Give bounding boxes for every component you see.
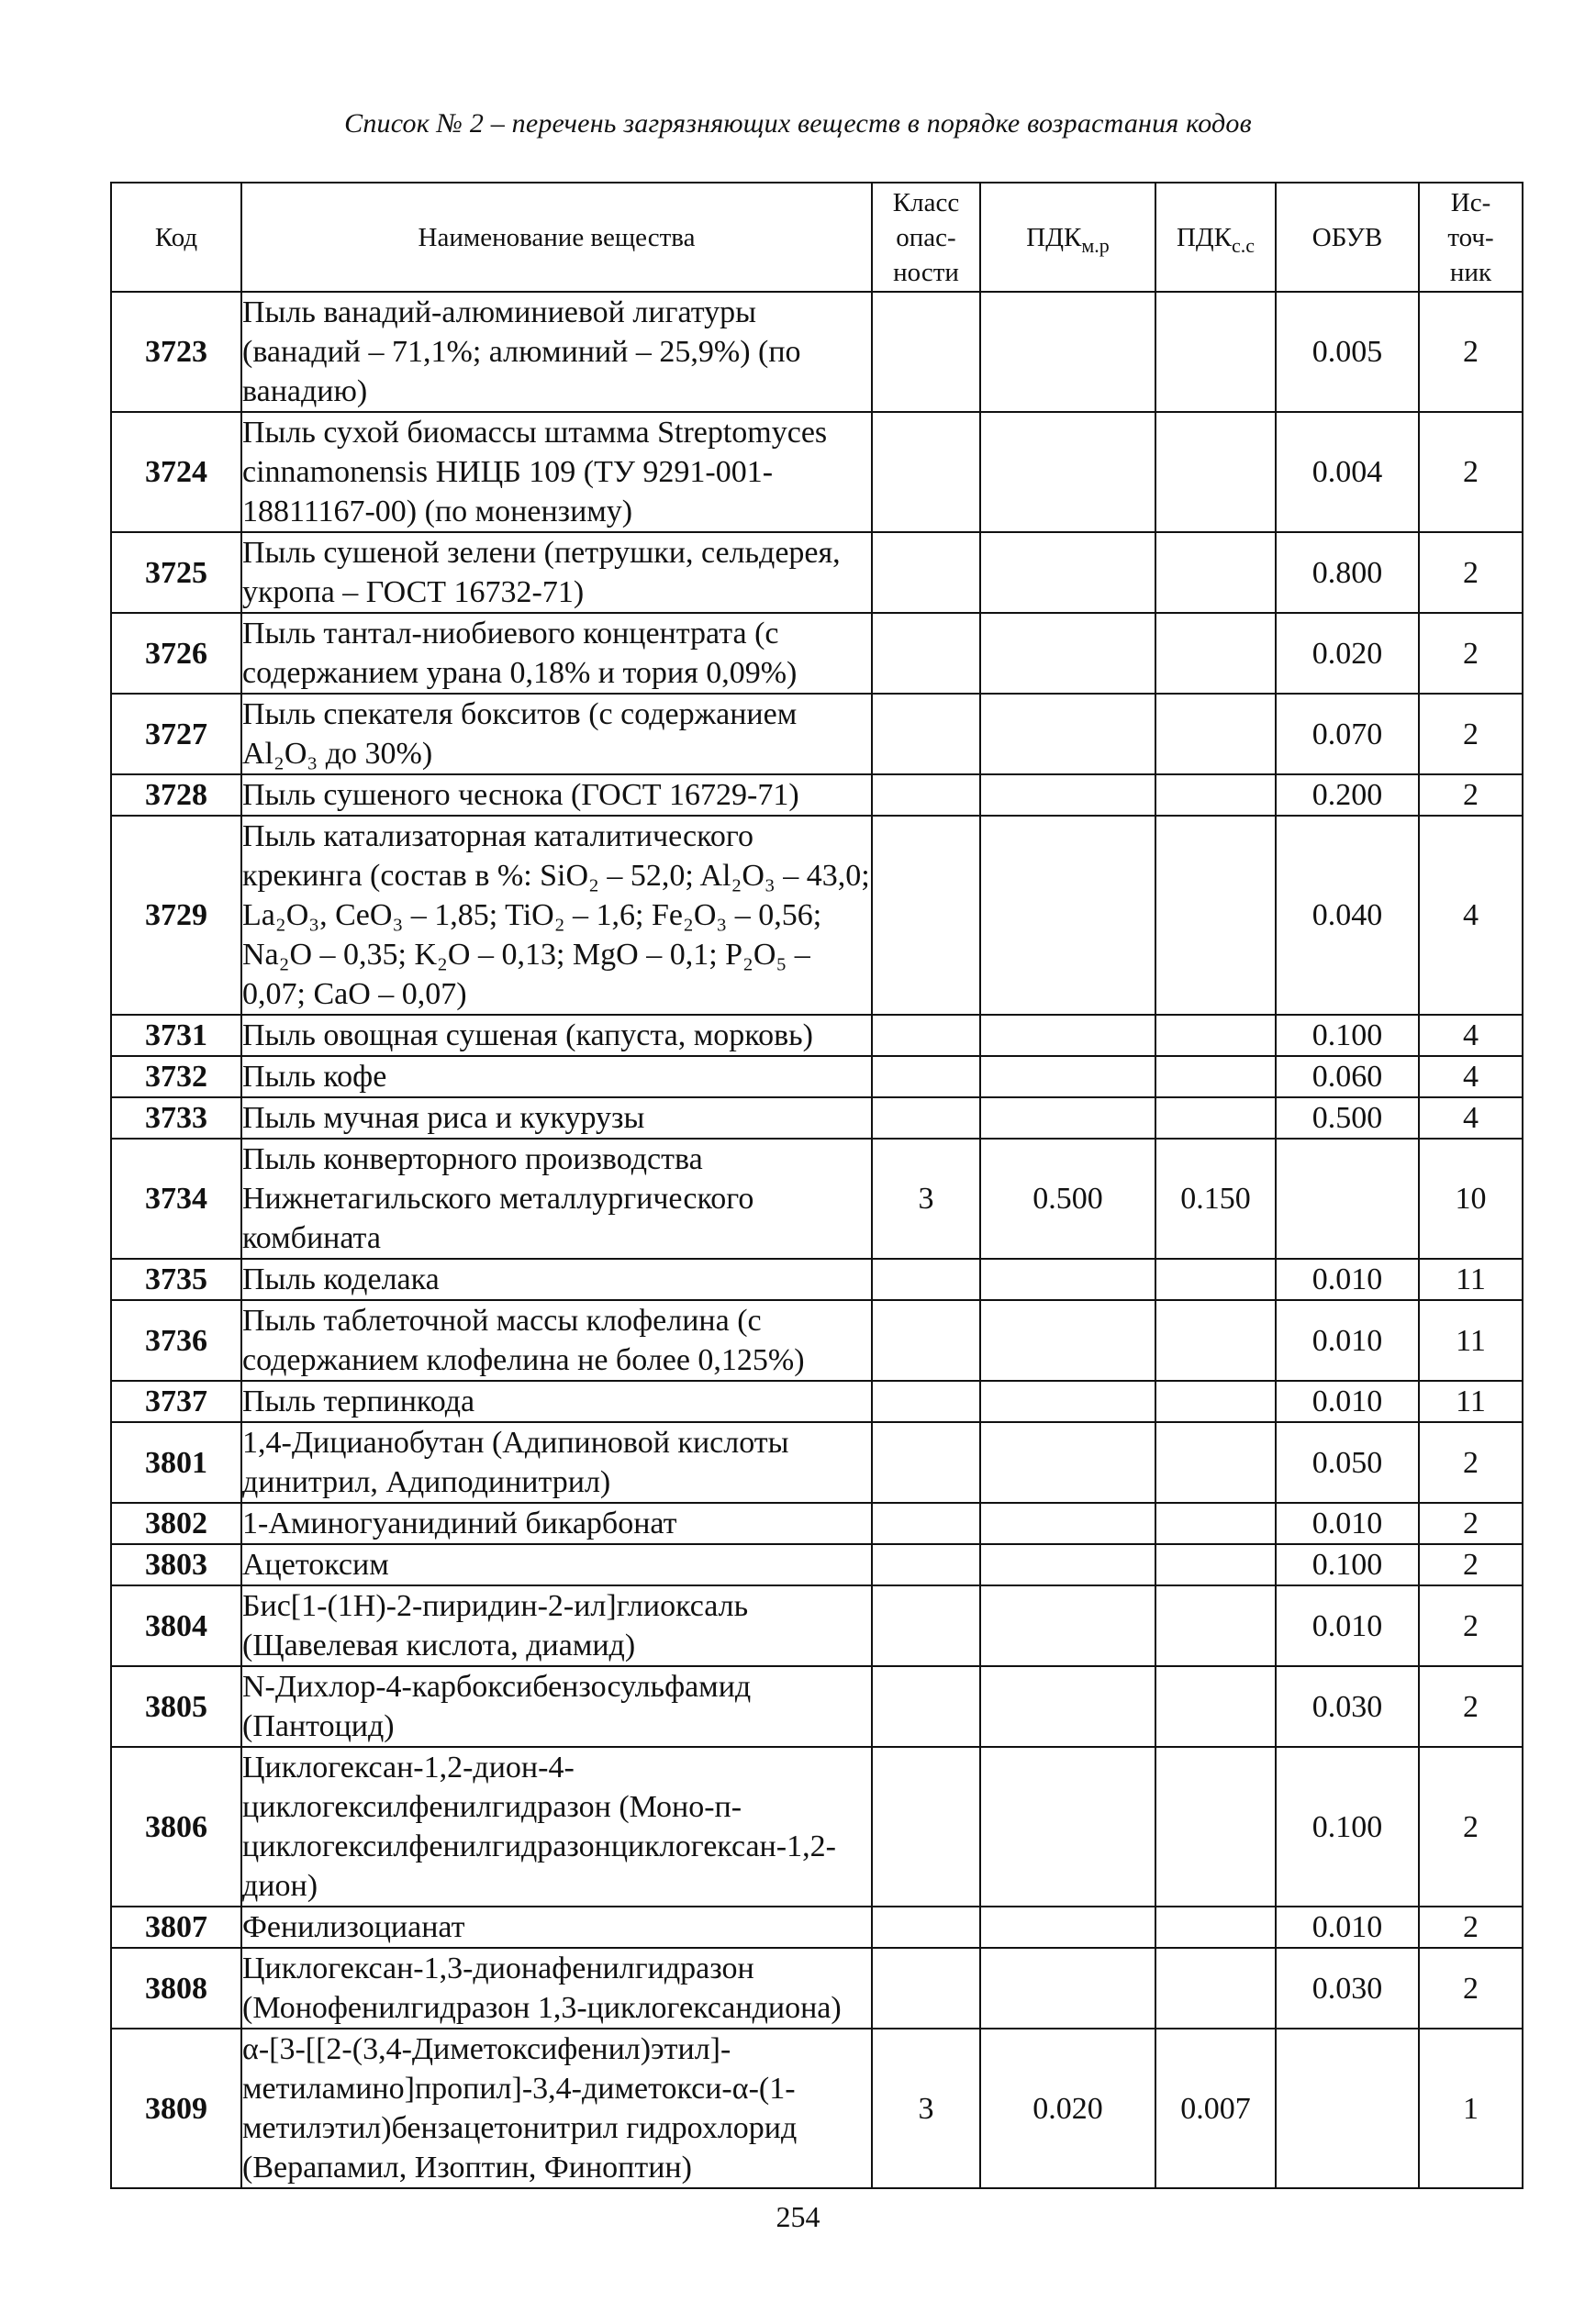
page-number: 254 <box>776 2200 820 2233</box>
pdk-ss-cell <box>1155 613 1276 694</box>
obuv-cell: 0.100 <box>1276 1747 1419 1907</box>
hazard-class-cell <box>872 816 980 1015</box>
source-cell: 11 <box>1419 1259 1523 1300</box>
pdk-mr-cell: 0.020 <box>980 2029 1155 2188</box>
source-cell: 2 <box>1419 1948 1523 2029</box>
name-cell: Бис[1-(1Н)-2-пиридин-2-ил]глиоксаль (Щавелевая кислота, диамид) <box>241 1585 872 1666</box>
pdk-ss-cell <box>1155 1422 1276 1503</box>
name-cell: Пыль коделака <box>241 1259 872 1300</box>
hazard-class-cell <box>872 532 980 613</box>
table-row <box>111 1747 1523 1907</box>
code-cell: 3728 <box>111 774 241 816</box>
obuv-cell: 0.005 <box>1276 292 1419 412</box>
source-cell: 4 <box>1419 1097 1523 1139</box>
source-cell: 2 <box>1419 694 1523 774</box>
hazard-class-cell <box>872 1056 980 1097</box>
source-cell: 2 <box>1419 613 1523 694</box>
source-cell: 4 <box>1419 816 1523 1015</box>
hazard-class-cell <box>872 1300 980 1381</box>
hazard-class-cell <box>872 1422 980 1503</box>
pdk-ss-cell <box>1155 1503 1276 1544</box>
source-cell: 4 <box>1419 1056 1523 1097</box>
table-row <box>111 412 1523 532</box>
name-cell: Фенилизоцианат <box>241 1907 872 1948</box>
table-row <box>111 613 1523 694</box>
name-cell: Пыль ванадий-алюминиевой лигатуры (ванадий – 71,1%; алюминий – 25,9%) (по ванадию) <box>241 292 872 412</box>
obuv-cell: 0.800 <box>1276 532 1419 613</box>
code-cell: 3729 <box>111 816 241 1015</box>
code-cell: 3732 <box>111 1056 241 1097</box>
source-cell: 2 <box>1419 1907 1523 1948</box>
code-cell: 3726 <box>111 613 241 694</box>
source-cell: 2 <box>1419 1544 1523 1585</box>
name-cell: 1,4-Дицианобутан (Адипиновой кислоты динитрил, Адиподинитрил) <box>241 1422 872 1503</box>
code-cell: 3801 <box>111 1422 241 1503</box>
obuv-cell <box>1276 1139 1419 1259</box>
name-cell: N-Дихлор-4-карбоксибензосульфамид (Пантоцид) <box>241 1666 872 1747</box>
header-pdk-ss: $ПДК_{с.с}$ <box>1155 183 1276 292</box>
table-header-row <box>111 183 1523 292</box>
pdk-mr-cell <box>980 412 1155 532</box>
pdk-ss-cell: 0.150 <box>1155 1139 1276 1259</box>
pdk-ss-cell <box>1155 1948 1276 2029</box>
pdk-ss-cell <box>1155 694 1276 774</box>
table-row <box>111 1585 1523 1666</box>
source-cell: 11 <box>1419 1300 1523 1381</box>
pdk-mr-cell <box>980 1300 1155 1381</box>
name-cell: Пыль тантал-ниобиевого концентрата (с содержанием урана 0,18% и тория 0,09%) <box>241 613 872 694</box>
pdk-ss-cell <box>1155 1907 1276 1948</box>
pdk-mr-cell <box>980 532 1155 613</box>
code-cell: 3809 <box>111 2029 241 2188</box>
source-cell: 2 <box>1419 292 1523 412</box>
table-row <box>111 1907 1523 1948</box>
name-cell: Циклогексан-1,3-дионафенилгидразон (Монофенилгидразон 1,3-циклогександиона) <box>241 1948 872 2029</box>
name-cell: Ацетоксим <box>241 1544 872 1585</box>
code-cell: 3735 <box>111 1259 241 1300</box>
pdk-ss-cell <box>1155 1056 1276 1097</box>
table-row <box>111 1139 1523 1259</box>
hazard-class-cell <box>872 1747 980 1907</box>
code-cell: 3736 <box>111 1300 241 1381</box>
header-source: Ис- точ- ник <box>1419 183 1523 292</box>
obuv-cell: 0.010 <box>1276 1907 1419 1948</box>
hazard-class-cell <box>872 613 980 694</box>
code-cell: 3727 <box>111 694 241 774</box>
obuv-cell: 0.010 <box>1276 1381 1419 1422</box>
hazard-class-cell <box>872 1097 980 1139</box>
table-row <box>111 532 1523 613</box>
code-cell: 3807 <box>111 1907 241 1948</box>
pdk-ss-cell <box>1155 1666 1276 1747</box>
source-cell: 2 <box>1419 1747 1523 1907</box>
obuv-cell: 0.010 <box>1276 1300 1419 1381</box>
table-row <box>111 774 1523 816</box>
name-cell: Пыль сухой биомассы штамма Streptomyces cinnamonensis НИЦБ 109 (ТУ 9291-001-18811167-00) (по монензиму) <box>241 412 872 532</box>
table-row <box>111 1503 1523 1544</box>
table-row <box>111 1015 1523 1056</box>
hazard-class-cell <box>872 1015 980 1056</box>
obuv-cell: 0.070 <box>1276 694 1419 774</box>
pdk-mr-cell <box>980 694 1155 774</box>
table-row <box>111 1544 1523 1585</box>
code-cell: 3805 <box>111 1666 241 1747</box>
source-cell: 2 <box>1419 1666 1523 1747</box>
pdk-mr-cell <box>980 1503 1155 1544</box>
table-row <box>111 1056 1523 1097</box>
pdk-mr-cell <box>980 1907 1155 1948</box>
code-cell: 3734 <box>111 1139 241 1259</box>
obuv-cell: 0.050 <box>1276 1422 1419 1503</box>
source-cell: 11 <box>1419 1381 1523 1422</box>
pdk-mr-cell <box>980 1666 1155 1747</box>
code-cell: 3804 <box>111 1585 241 1666</box>
table-row <box>111 1381 1523 1422</box>
obuv-cell: 0.010 <box>1276 1503 1419 1544</box>
hazard-class-cell <box>872 774 980 816</box>
pdk-ss-cell: 0.007 <box>1155 2029 1276 2188</box>
name-cell: Пыль овощная сушеная (капуста, морковь) <box>241 1015 872 1056</box>
hazard-class-cell: 3 <box>872 1139 980 1259</box>
hazard-class-cell <box>872 412 980 532</box>
pdk-ss-cell <box>1155 1381 1276 1422</box>
table-row <box>111 1948 1523 2029</box>
hazard-class-cell <box>872 1544 980 1585</box>
pdk-ss-cell <box>1155 1300 1276 1381</box>
hazard-class-cell <box>872 1381 980 1422</box>
pdk-mr-cell <box>980 613 1155 694</box>
code-cell: 3731 <box>111 1015 241 1056</box>
pdk-mr-cell <box>980 1097 1155 1139</box>
hazard-class-cell <box>872 1503 980 1544</box>
obuv-cell <box>1276 2029 1419 2188</box>
code-cell: 3803 <box>111 1544 241 1585</box>
source-cell: 2 <box>1419 774 1523 816</box>
table-row <box>111 1666 1523 1747</box>
header-pdk-mr: $ПДК_{м.р}$ <box>980 183 1155 292</box>
table-row <box>111 1259 1523 1300</box>
code-cell: 3733 <box>111 1097 241 1139</box>
substances-table <box>110 182 1523 2189</box>
header-name: Наименование вещества <box>241 183 872 292</box>
pdk-mr-cell: 0.500 <box>980 1139 1155 1259</box>
pdk-mr-cell <box>980 816 1155 1015</box>
name-cell: Пыль кофе <box>241 1056 872 1097</box>
name-cell: Пыль конверторного производства Нижнетагильского металлургического комбината <box>241 1139 872 1259</box>
pdk-ss-cell <box>1155 816 1276 1015</box>
pdk-ss-cell <box>1155 1015 1276 1056</box>
code-cell: 3724 <box>111 412 241 532</box>
source-cell: 2 <box>1419 1503 1523 1544</box>
table-row <box>111 816 1523 1015</box>
code-cell: 3806 <box>111 1747 241 1907</box>
table-row <box>111 1097 1523 1139</box>
source-cell: 2 <box>1419 532 1523 613</box>
source-cell: 2 <box>1419 1585 1523 1666</box>
source-cell: 2 <box>1419 412 1523 532</box>
pdk-mr-cell <box>980 292 1155 412</box>
page-caption: Список № 2 – перечень загрязняющих веществ в порядке возрастания кодов <box>344 108 1252 139</box>
obuv-cell: 0.500 <box>1276 1097 1419 1139</box>
table-body <box>111 292 1523 2188</box>
obuv-cell: 0.200 <box>1276 774 1419 816</box>
code-cell: 3723 <box>111 292 241 412</box>
hazard-class-cell <box>872 1666 980 1747</box>
hazard-class-cell <box>872 292 980 412</box>
pdk-mr-cell <box>980 1056 1155 1097</box>
pdk-mr-cell <box>980 1544 1155 1585</box>
pdk-mr-cell <box>980 1015 1155 1056</box>
source-cell: 10 <box>1419 1139 1523 1259</box>
name-cell: Пыль таблеточной массы клофелина (с содержанием клофелина не более 0,125%) <box>241 1300 872 1381</box>
pdk-ss-cell <box>1155 1544 1276 1585</box>
header-code: Код <box>111 183 241 292</box>
hazard-class-cell <box>872 1259 980 1300</box>
obuv-cell: 0.010 <box>1276 1259 1419 1300</box>
name-cell: α-[3-[[2-(3,4-Диметоксифенил)этил]-метиламино]пропил]-3,4-диметокси-α-(1-метилэтил)бензацетонитрил гидрохлорид (Верапамил, Изоптин, Финоптин) <box>241 2029 872 2188</box>
pdk-mr-cell <box>980 1381 1155 1422</box>
name-cell: Пыль сушеного чеснока (ГОСТ 16729-71) <box>241 774 872 816</box>
name-cell: Пыль спекателя бокситов (с содержанием Al₂O₃ до 30%) <box>241 694 872 774</box>
pdk-ss-cell <box>1155 532 1276 613</box>
code-cell: 3737 <box>111 1381 241 1422</box>
name-cell: Пыль катализаторная каталитического крекинга (состав в %: SiO₂ – 52,0; Al₂O₃ – 43,0; La₂O₃, CeO₃ – 1,85; TiO₂ – 1,6; Fe₂O₃ – 0,56; Na₂O – 0,35; K₂O – 0,13; MgO – 0,1; P₂O₅ – 0,07; CaO – 0,07) <box>241 816 872 1015</box>
header-obuv: ОБУВ <box>1276 183 1419 292</box>
pdk-ss-cell <box>1155 412 1276 532</box>
hazard-class-cell <box>872 1907 980 1948</box>
obuv-cell: 0.040 <box>1276 816 1419 1015</box>
table-row <box>111 694 1523 774</box>
obuv-cell: 0.020 <box>1276 613 1419 694</box>
pdk-ss-cell <box>1155 774 1276 816</box>
source-cell: 4 <box>1419 1015 1523 1056</box>
obuv-cell: 0.004 <box>1276 412 1419 532</box>
pdk-mr-cell <box>980 1948 1155 2029</box>
name-cell: Пыль терпинкода <box>241 1381 872 1422</box>
hazard-class-cell <box>872 1585 980 1666</box>
pdk-ss-cell <box>1155 292 1276 412</box>
name-cell: Пыль мучная риса и кукурузы <box>241 1097 872 1139</box>
table-row <box>111 2029 1523 2188</box>
obuv-cell: 0.100 <box>1276 1544 1419 1585</box>
header-class: Класс опас- ности <box>872 183 980 292</box>
pdk-mr-cell <box>980 1585 1155 1666</box>
pdk-mr-cell <box>980 774 1155 816</box>
pdk-ss-cell <box>1155 1585 1276 1666</box>
name-cell: Пыль сушеной зелени (петрушки, сельдерея, укропа – ГОСТ 16732-71) <box>241 532 872 613</box>
hazard-class-cell: 3 <box>872 2029 980 2188</box>
pdk-ss-cell <box>1155 1259 1276 1300</box>
hazard-class-cell <box>872 694 980 774</box>
obuv-cell: 0.100 <box>1276 1015 1419 1056</box>
pdk-mr-cell <box>980 1422 1155 1503</box>
obuv-cell: 0.010 <box>1276 1585 1419 1666</box>
pdk-ss-cell <box>1155 1747 1276 1907</box>
table-row <box>111 292 1523 412</box>
table-row <box>111 1422 1523 1503</box>
code-cell: 3808 <box>111 1948 241 2029</box>
pdk-ss-cell <box>1155 1097 1276 1139</box>
pdk-mr-cell <box>980 1259 1155 1300</box>
name-cell: Циклогексан-1,2-дион-4-циклогексилфенилгидразон (Моно-п-циклогексилфенилгидразонциклогексан-1,2-дион) <box>241 1747 872 1907</box>
obuv-cell: 0.060 <box>1276 1056 1419 1097</box>
code-cell: 3725 <box>111 532 241 613</box>
name-cell: 1-Аминогуанидиний бикарбонат <box>241 1503 872 1544</box>
obuv-cell: 0.030 <box>1276 1948 1419 2029</box>
code-cell: 3802 <box>111 1503 241 1544</box>
hazard-class-cell <box>872 1948 980 2029</box>
source-cell: 2 <box>1419 1422 1523 1503</box>
source-cell: 1 <box>1419 2029 1523 2188</box>
table-row <box>111 1300 1523 1381</box>
obuv-cell: 0.030 <box>1276 1666 1419 1747</box>
pdk-mr-cell <box>980 1747 1155 1907</box>
